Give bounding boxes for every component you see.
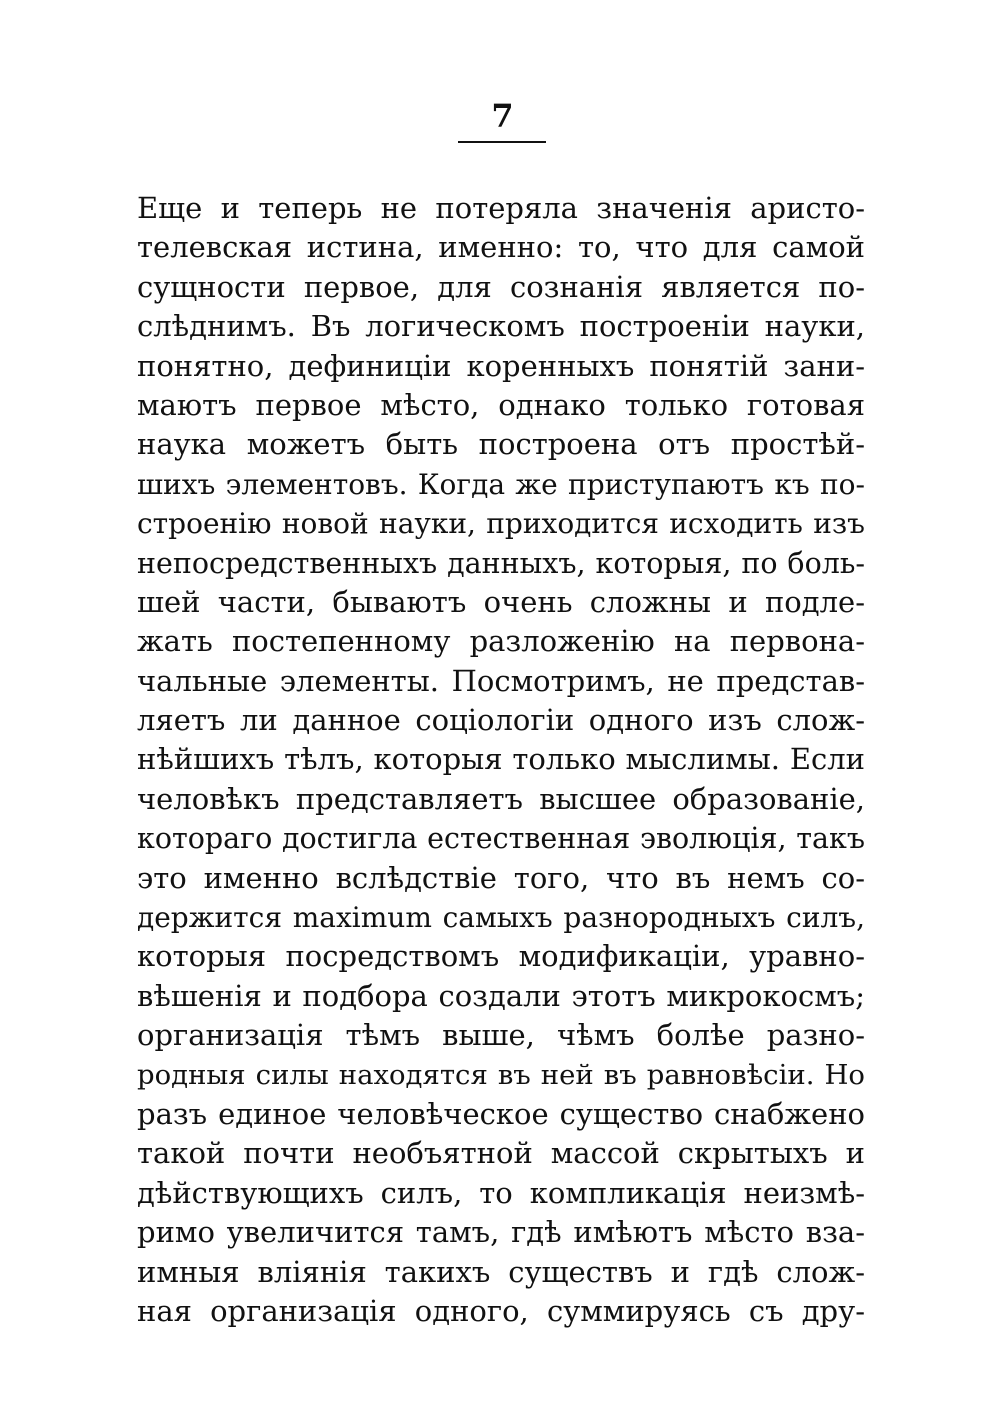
- text-line: ляетъ ли данное соціологіи одного изъ слож-: [137, 703, 865, 738]
- text-line: шихъ элементовъ. Когда же приступаютъ къ по-: [137, 467, 865, 501]
- text-line: это именно вслѣдствіе того, что въ немъ со-: [137, 860, 865, 895]
- page-number: 7: [491, 97, 514, 135]
- text-line: родныя силы находятся въ ней въ равновѣсіи. Но: [137, 1058, 865, 1091]
- text-line: понятно, дефиниціи коренныхъ понятій зани-: [137, 348, 865, 383]
- text-line: римо увеличится тамъ, гдѣ имѣютъ мѣсто вза-: [137, 1215, 865, 1250]
- text-line: держится maximum самыхъ разнородныхъ силъ,: [137, 901, 865, 935]
- body-text: [137, 189, 865, 1331]
- text-line: жать постепенному разложенію на первона-: [137, 624, 865, 659]
- text-line: такой почти необъятной массой скрытыхъ и: [137, 1136, 865, 1171]
- text-line: дѣйствующихъ силъ, то компликація неизмѣ-: [137, 1175, 865, 1210]
- text-line: слѣднимъ. Въ логическомъ построеніи науки,: [137, 309, 865, 344]
- text-line: шей части, бываютъ очень сложны и подле-: [137, 584, 865, 619]
- text-line: чальные элементы. Посмотримъ, не представ-: [137, 663, 865, 698]
- text-line: нѣйшихъ тѣлъ, которыя только мыслимы. Если: [137, 742, 865, 777]
- page-number-rule: [458, 141, 546, 143]
- text-line: строенію новой науки, приходится исходить изъ: [137, 507, 865, 541]
- text-line: непосредственныхъ данныхъ, которыя, по боль-: [137, 546, 865, 580]
- text-line: телевская истина, именно: то, что для самой: [137, 230, 865, 265]
- text-line: наука можетъ быть построена отъ простѣй-: [137, 427, 865, 462]
- text-line: вѣшенія и подбора создали этотъ микрокосмъ;: [137, 978, 865, 1013]
- text-line: имныя вліянія такихъ существъ и гдѣ слож-: [137, 1254, 865, 1289]
- text-line: разъ единое человѣческое существо снабжено: [137, 1096, 865, 1131]
- text-line: сущности первое, для сознанія является по-: [137, 269, 865, 304]
- text-line: маютъ первое мѣсто, однако только готовая: [137, 387, 865, 422]
- text-line: котораго достигла естественная эволюція, такъ: [137, 822, 865, 856]
- text-line: которыя посредствомъ модификаціи, уравно-: [137, 939, 865, 974]
- text-line: ная организація одного, суммируясь съ дру-: [137, 1293, 865, 1328]
- text-line: Еще и теперь не потеряла значенія аристо-: [137, 191, 865, 225]
- text-line: организація тѣмъ выше, чѣмъ болѣе разно-: [137, 1018, 865, 1053]
- text-line: человѣкъ представляетъ высшее образованіе,: [137, 781, 865, 816]
